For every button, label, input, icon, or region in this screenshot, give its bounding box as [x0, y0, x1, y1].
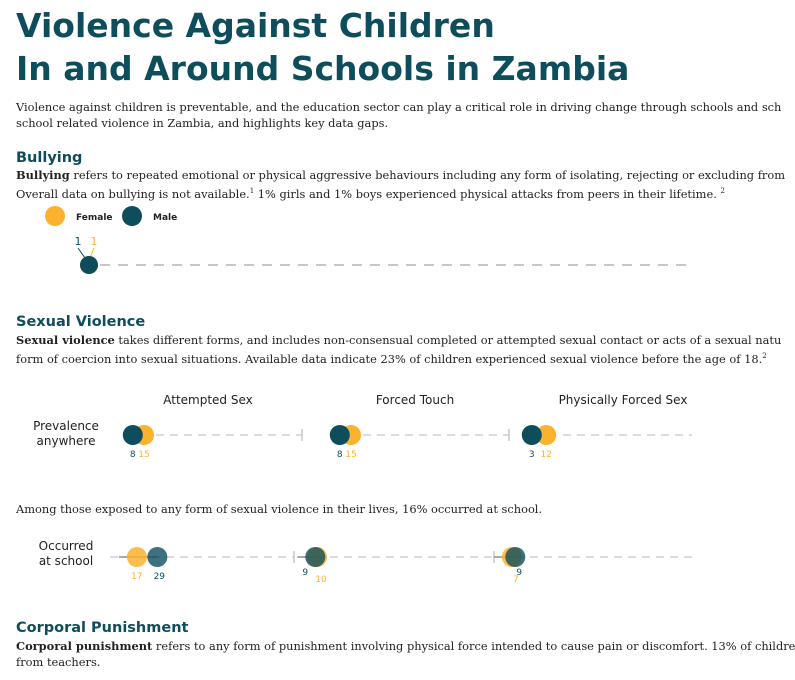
prevalence-male-value: 8	[336, 450, 343, 460]
prevalence-female-value: 12	[540, 450, 552, 460]
bullying-term: Bullying	[16, 168, 70, 182]
row-label-line-1: Prevalence	[33, 419, 99, 433]
prevalence-male-value: 8	[129, 450, 136, 460]
title-line-1: Violence Against Children	[16, 6, 495, 45]
prevalence-male-dot	[330, 425, 350, 445]
legend-male-label: Male	[153, 213, 178, 223]
prevalence-male-dot	[123, 425, 143, 445]
school-female-value: 7	[513, 575, 519, 585]
prevalence-female-value: 15	[345, 450, 357, 460]
prevalence-male-dot	[522, 425, 542, 445]
sexual-violence-term: Sexual violence	[16, 333, 115, 347]
sexual-violence-heading: Sexual Violence	[16, 314, 146, 330]
corporal-heading: Corporal Punishment	[16, 620, 189, 636]
bullying-line-2b: 1% girls and 1% boys experienced physical attacks from peers in their lifetime.	[254, 186, 721, 201]
footnote-sv: 2	[762, 352, 767, 360]
school-female-value: 10	[315, 575, 327, 585]
corporal-term: Corporal punishment	[16, 639, 153, 653]
panel-title: Forced Touch	[375, 393, 455, 407]
row-label-line-2: at school	[38, 554, 94, 568]
sexual-violence-line-1: takes different forms, and includes non-consensual completed or attempted sexual contact or acts of a sexual natu	[114, 333, 782, 347]
school-male-dot	[147, 547, 167, 567]
school-male-dot	[305, 547, 325, 567]
school-male-value: 9	[516, 568, 523, 578]
prevalence-male-value: 3	[528, 450, 535, 460]
bullying-line-1: refers to repeated emotional or physical aggressive behaviours including any form of isolating, rejecting or excluding from	[69, 168, 786, 182]
intro-line-2: school related violence in Zambia, and highlights key data gaps.	[16, 116, 389, 130]
corporal-line-2: from teachers.	[16, 655, 101, 669]
sexual-violence-line-2: form of coercion into sexual situations. Available data indicate 23% of children experienced sexual violence before the age of 18.	[16, 351, 763, 366]
legend-female-swatch	[45, 206, 65, 226]
school-male-dot	[505, 547, 525, 567]
legend-female-label: Female	[76, 213, 113, 223]
intro-line-1: Violence against children is preventable, and the education sector can play a critical role in driving change through schools and sch	[16, 100, 782, 114]
row-label-line-2: anywhere	[36, 434, 96, 448]
school-male-value: 29	[153, 572, 166, 582]
corporal-line-1: refers to any form of punishment involving physical force intended to cause pain or discomfort. 13% of childre	[152, 639, 795, 653]
bullying-male-value: 1	[74, 235, 82, 248]
school-female-dot	[127, 547, 147, 567]
panel-title: Attempted Sex	[163, 393, 253, 407]
footnote-2: 2	[720, 187, 725, 195]
school-exposure-text: Among those exposed to any form of sexual violence in their lives, 16% occurred at school.	[16, 502, 543, 516]
school-male-value: 9	[302, 568, 309, 578]
bullying-line-2a: Overall data on bullying is not available.	[16, 186, 250, 201]
bullying-male-leader	[78, 248, 85, 258]
panel-title: Physically Forced Sex	[558, 393, 688, 407]
bullying-female-value: 1	[90, 235, 98, 248]
legend-male-swatch	[122, 206, 142, 226]
footnote-1: 1	[249, 187, 255, 195]
bullying-heading: Bullying	[16, 150, 83, 166]
row-label-line-1: Occurred	[38, 539, 94, 553]
school-female-value: 17	[131, 572, 143, 582]
prevalence-female-value: 15	[138, 450, 150, 460]
bullying-male-dot	[80, 256, 98, 274]
title-line-2: In and Around Schools in Zambia	[16, 49, 630, 88]
